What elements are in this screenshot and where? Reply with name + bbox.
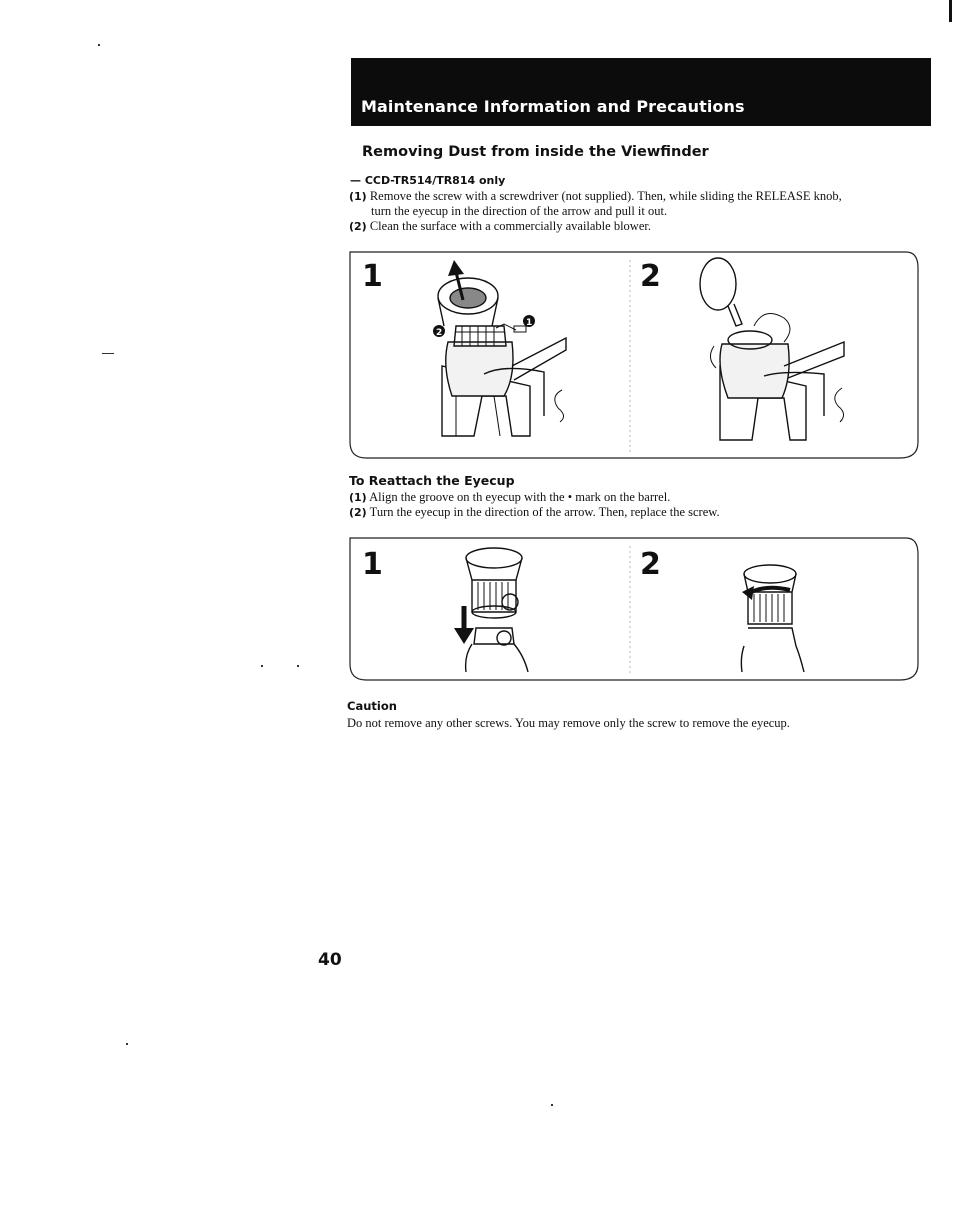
- model-note: — CCD-TR514/TR814 only: [350, 174, 506, 187]
- step-text: Align the groove on th eyecup with the • mark on the barrel.: [369, 490, 671, 504]
- step-2-line: [349, 219, 651, 234]
- header-title: Maintenance Information and Precautions: [361, 97, 745, 116]
- step-number: (2): [349, 506, 367, 519]
- step-text: Clean the surface with a commercially available blower.: [369, 219, 651, 233]
- figure-remove-eyecup: [344, 246, 922, 462]
- eyecup-alignment-illustration: [466, 548, 528, 672]
- caution-text: Do not remove any other screws. You may remove only the screw to remove the eyecup.: [347, 716, 790, 730]
- camcorder-blower-illustration: [700, 258, 844, 440]
- figure1-step-1-label: 1: [362, 259, 383, 294]
- page-edge-mark: [949, 0, 952, 22]
- scan-speck: [98, 44, 100, 46]
- page-number: 40: [318, 950, 342, 970]
- figure-reattach-eyecup: [344, 532, 922, 684]
- scan-speck: [261, 665, 263, 667]
- caution-title: Caution: [347, 699, 397, 713]
- figure2-step-1-label: 1: [362, 547, 383, 582]
- scan-speck: [297, 665, 299, 667]
- reattach-step-1-line: [349, 490, 670, 505]
- step-number: (1): [349, 491, 367, 504]
- figure2-step-2-label: 2: [640, 547, 661, 582]
- step-number: (1): [349, 190, 367, 203]
- step-number: (2): [349, 220, 367, 233]
- figure1-step-2-label: 2: [640, 259, 661, 294]
- step-1-line: [349, 189, 842, 204]
- step-text: turn the eyecup in the direction of the arrow and pull it out.: [371, 204, 668, 218]
- section-title: Removing Dust from inside the Viewfinder: [362, 144, 709, 160]
- eyecup-turn-illustration: [741, 565, 804, 672]
- step-1-continuation: [371, 204, 667, 219]
- reattach-step-2-line: [349, 505, 720, 520]
- scan-speck: [102, 353, 114, 354]
- step-text: Remove the screw with a screwdriver (not supplied). Then, while sliding the RELEASE knob,: [369, 189, 842, 203]
- marker-1-label: 1: [526, 318, 533, 328]
- scan-speck: [551, 1104, 553, 1106]
- reattach-title: To Reattach the Eyecup: [349, 473, 515, 488]
- marker-2-label: 2: [436, 328, 443, 338]
- step-text: Turn the eyecup in the direction of the arrow. Then, replace the screw.: [369, 505, 720, 519]
- camcorder-eyecup-removal-illustration: [438, 278, 566, 436]
- down-arrow: [454, 606, 474, 644]
- header-bar: [351, 58, 931, 126]
- scan-speck: [126, 1043, 128, 1045]
